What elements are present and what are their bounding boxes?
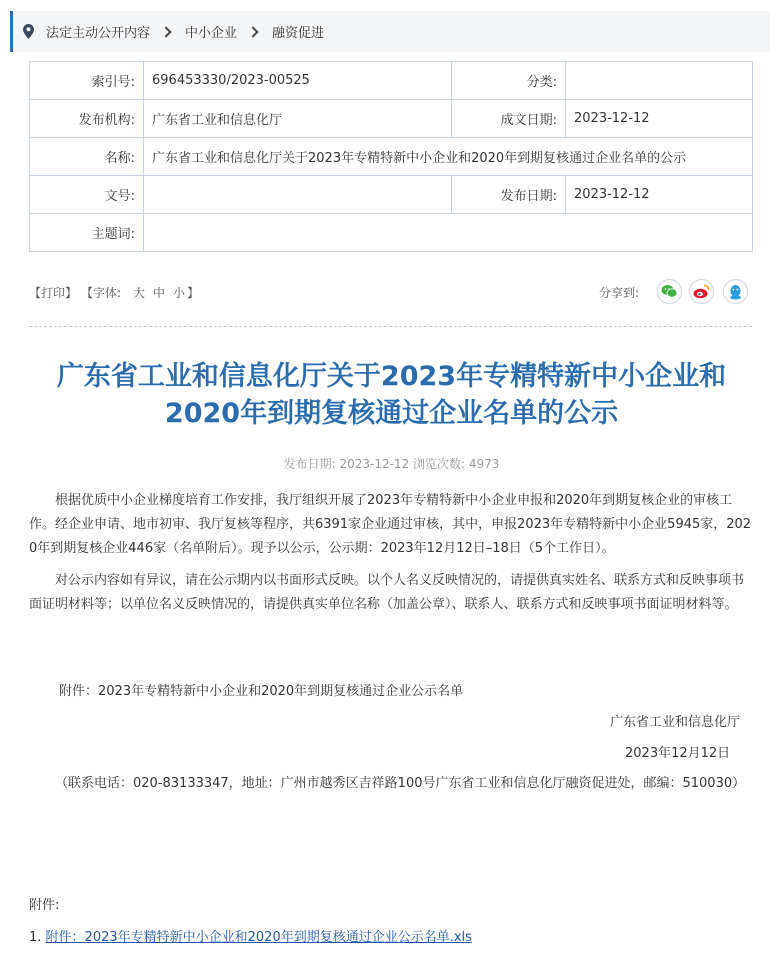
- meta-row: [30, 62, 753, 100]
- font-size-suffix: 】: [187, 286, 200, 300]
- created-date-value: 2023-12-12: [566, 100, 753, 138]
- wechat-share-button[interactable]: [657, 279, 682, 304]
- doc-number-value: [144, 176, 452, 214]
- qq-icon: [728, 284, 743, 300]
- meta-row: [30, 100, 753, 138]
- breadcrumb-item-sme[interactable]: 中小企业: [185, 26, 238, 41]
- attachment-download-link[interactable]: 附件：2023年专精特新中小企业和2020年到期复核通过企业公示名单.xls: [45, 930, 472, 945]
- name-value: 广东省工业和信息化厅关于2023年专精特新中小企业和2020年到期复核通过企业名单的公示: [144, 138, 753, 176]
- index-label: 索引号:: [30, 62, 144, 100]
- doc-number-label: 文号:: [30, 176, 144, 214]
- attachment-item: [29, 926, 472, 945]
- meta-row: [30, 138, 753, 176]
- meta-row: [30, 214, 753, 252]
- signature: 广东省工业和信息化厅: [610, 715, 741, 730]
- name-label: 名称:: [30, 138, 144, 176]
- category-label: 分类:: [452, 62, 566, 100]
- font-size-prefix: 【字体:: [81, 286, 122, 300]
- article-paragraph-2: 对公示内容如有异议，请在公示期内以书面形式反映。以个人名义反映情况的，请提供真实姓名、联系方式和反映事项书面证明材料等；以单位名义反映情况的，请提供真实单位名称（加盖公章）、联系人、联系方式和反映事项书面证明材料等。: [29, 573, 745, 612]
- breadcrumb: [10, 11, 770, 52]
- print-button[interactable]: 【打印】: [29, 286, 78, 300]
- document-meta-table: [29, 61, 753, 252]
- wechat-icon: [661, 284, 678, 299]
- meta-row: [30, 176, 753, 214]
- category-value: [566, 62, 753, 100]
- chevron-right-icon: [247, 26, 258, 37]
- publish-date-label: 发布日期:: [452, 176, 566, 214]
- share-label: 分享到:: [599, 286, 640, 300]
- article-title-line-2: 2020年到期复核通过企业名单的公示: [164, 398, 619, 429]
- divider: [29, 326, 752, 327]
- contact-info: （联系电话：020-83133347，地址：广州市越秀区吉祥路100号广东省工业和信息化厅融资促进处，邮编：510030）: [55, 776, 746, 791]
- weibo-icon: [693, 284, 710, 299]
- created-date-label: 成文日期:: [452, 100, 566, 138]
- article-toolbar: [29, 280, 752, 304]
- publish-date-value: 2023-12-12: [566, 176, 753, 214]
- attachment-note: 附件：2023年专精特新中小企业和2020年到期复核通过企业公示名单: [59, 684, 464, 699]
- breadcrumb-item-financing[interactable]: 融资促进: [272, 26, 325, 41]
- subject-label: 主题词:: [30, 214, 144, 252]
- breadcrumb-item-public-content[interactable]: 法定主动公开内容: [46, 26, 151, 41]
- qq-share-button[interactable]: [723, 279, 748, 304]
- location-pin-icon: [23, 24, 34, 39]
- chevron-right-icon: [160, 26, 171, 37]
- article-title: [20, 358, 763, 432]
- index-value: 696453330/2023-00525: [144, 62, 452, 100]
- attachment-index: 1.: [29, 930, 42, 945]
- article-title-line-1: 广东省工业和信息化厅关于2023年专精特新中小企业和: [56, 361, 727, 392]
- font-medium-button[interactable]: 中: [153, 286, 166, 300]
- publish-info: 发布日期: 2023-12-12 浏览次数: 4973: [283, 457, 500, 471]
- attachments-label: 附件:: [29, 898, 60, 913]
- article-paragraph-1: 根据优质中小企业梯度培育工作安排，我厅组织开展了2023年专精特新中小企业申报和2020年到期复核企业的审核工作。经企业申请、地市初审、我厅复核等程序，共6391家企业通过审核，其中，申报2023年专精特新中小企业5945家，2020年到期复核企业446家（名单附后）。现予以公示，公示期：2023年12月12日–18日（5个工作日）。: [29, 493, 752, 556]
- publisher-label: 发布机构:: [30, 100, 144, 138]
- publisher-value: 广东省工业和信息化厅: [144, 100, 452, 138]
- font-small-button[interactable]: 小: [173, 286, 186, 300]
- weibo-share-button[interactable]: [689, 279, 714, 304]
- sign-date: 2023年12月12日: [625, 746, 731, 761]
- font-large-button[interactable]: 大: [133, 286, 146, 300]
- subject-value: [144, 214, 753, 252]
